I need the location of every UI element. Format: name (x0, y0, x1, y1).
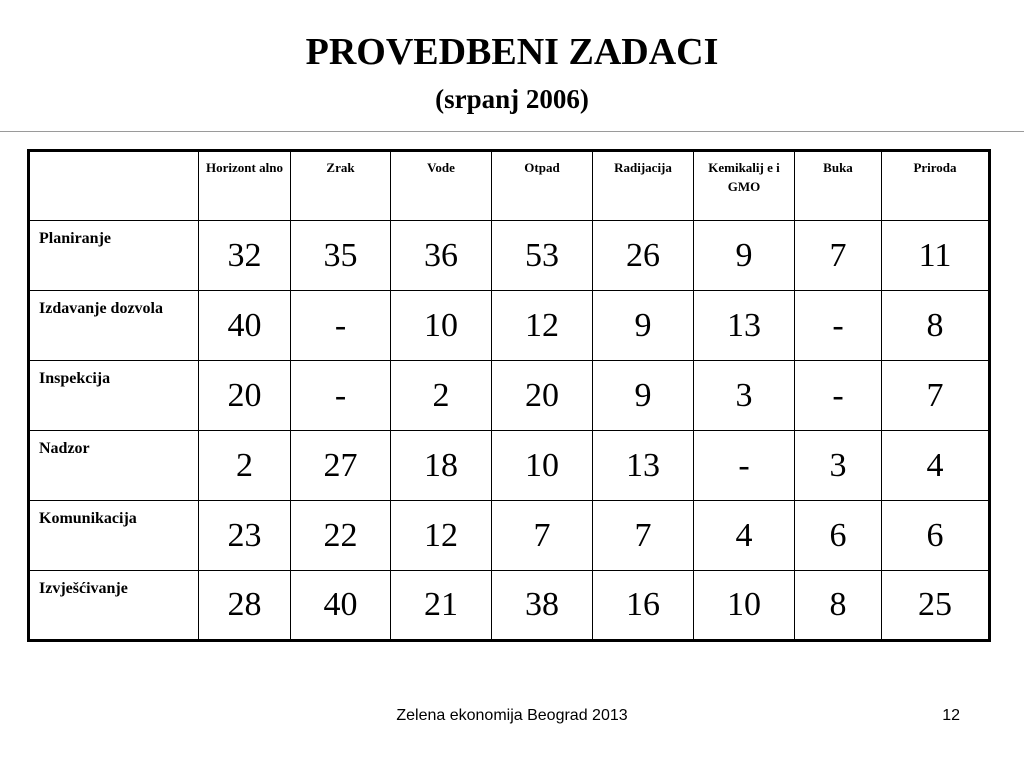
table-cell: 9 (593, 291, 694, 361)
table-cell: 4 (882, 431, 990, 501)
column-header: Otpad (492, 151, 593, 221)
page-number: 12 (942, 707, 960, 724)
column-header: Vode (391, 151, 492, 221)
table-cell: 8 (882, 291, 990, 361)
table-cell: 21 (391, 571, 492, 641)
table-row (29, 361, 990, 431)
table-cell: - (291, 361, 391, 431)
table-cell: 4 (694, 501, 795, 571)
column-header: Horizont alno (199, 151, 291, 221)
table-cell: 10 (391, 291, 492, 361)
row-label: Inspekcija (29, 361, 199, 431)
table-cell: 53 (492, 221, 593, 291)
row-label: Nadzor (29, 431, 199, 501)
table-cell: 22 (291, 501, 391, 571)
table-cell: 20 (199, 361, 291, 431)
table-cell: 2 (199, 431, 291, 501)
table-cell: 3 (694, 361, 795, 431)
table-row (29, 431, 990, 501)
column-header: Radijacija (593, 151, 694, 221)
table-cell: 35 (291, 221, 391, 291)
table-cell: 38 (492, 571, 593, 641)
table-cell: 7 (593, 501, 694, 571)
table-cell: 23 (199, 501, 291, 571)
tasks-table-body (29, 151, 990, 641)
table-cell: 3 (795, 431, 882, 501)
table-cell: - (694, 431, 795, 501)
table-cell: 7 (795, 221, 882, 291)
table-cell: 8 (795, 571, 882, 641)
table-cell: 6 (882, 501, 990, 571)
table-cell: 13 (593, 431, 694, 501)
table-corner-cell (29, 151, 199, 221)
table-cell: 7 (492, 501, 593, 571)
table-cell: 36 (391, 221, 492, 291)
tasks-table (27, 149, 991, 642)
table-cell: 16 (593, 571, 694, 641)
table-cell: 2 (391, 361, 492, 431)
slide-subtitle: (srpanj 2006) (435, 84, 589, 114)
row-label: Izvješćivanje (29, 571, 199, 641)
table-header-row (29, 151, 990, 221)
column-header: Kemikalij e i GMO (694, 151, 795, 221)
table-row (29, 571, 990, 641)
table-cell: 9 (593, 361, 694, 431)
table-cell: 11 (882, 221, 990, 291)
row-label: Planiranje (29, 221, 199, 291)
column-header: Buka (795, 151, 882, 221)
table-cell: 12 (492, 291, 593, 361)
table-row (29, 221, 990, 291)
column-header: Priroda (882, 151, 990, 221)
table-cell: 6 (795, 501, 882, 571)
table-cell: - (291, 291, 391, 361)
table-cell: 18 (391, 431, 492, 501)
table-row (29, 291, 990, 361)
table-cell: 10 (492, 431, 593, 501)
slide-title: PROVEDBENI ZADACI (305, 31, 719, 73)
table-cell: - (795, 291, 882, 361)
table-cell: 28 (199, 571, 291, 641)
column-header: Zrak (291, 151, 391, 221)
table-cell: 7 (882, 361, 990, 431)
table-cell: 25 (882, 571, 990, 641)
table-cell: 10 (694, 571, 795, 641)
slide-footer: Zelena ekonomija Beograd 2013 (396, 707, 628, 724)
table-cell: 40 (291, 571, 391, 641)
table-cell: 12 (391, 501, 492, 571)
table-cell: 40 (199, 291, 291, 361)
table-cell: 26 (593, 221, 694, 291)
title-divider (0, 131, 1024, 132)
row-label: Komunikacija (29, 501, 199, 571)
table-cell: 27 (291, 431, 391, 501)
table-cell: - (795, 361, 882, 431)
table-cell: 9 (694, 221, 795, 291)
table-cell: 13 (694, 291, 795, 361)
table-row (29, 501, 990, 571)
table-cell: 32 (199, 221, 291, 291)
table-cell: 20 (492, 361, 593, 431)
row-label: Izdavanje dozvola (29, 291, 199, 361)
